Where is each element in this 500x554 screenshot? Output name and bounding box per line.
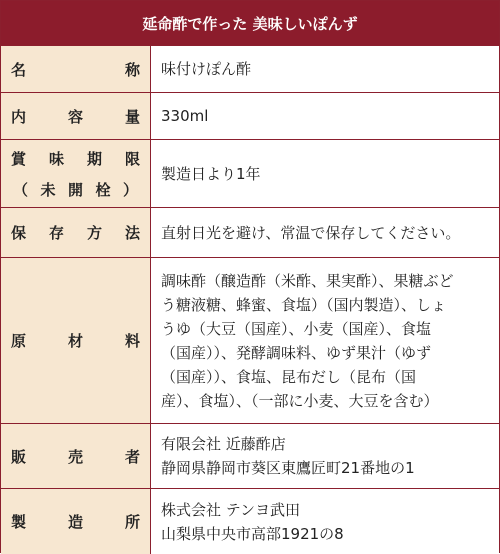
value-storage	[151, 207, 499, 257]
label-name	[1, 45, 151, 92]
label-char: 賞	[11, 149, 27, 168]
value-line: 味付けぽん酢	[161, 60, 252, 78]
label-char: 限	[124, 149, 140, 168]
label-storage	[1, 207, 151, 257]
label-char: 販	[11, 447, 27, 466]
value-seller	[151, 423, 499, 488]
value-line: 静岡県静岡市葵区東鷹匠町21番地の1	[161, 459, 415, 477]
label-char: 期	[86, 149, 102, 168]
label-sub-char: （	[13, 180, 29, 199]
value-line: 株式会社 テンヨ武田	[161, 500, 301, 519]
value-line: 産）、食塩）、（一部に小麦、大豆を含む）	[161, 391, 439, 410]
label-char: 所	[124, 513, 140, 531]
value-line: うゆ（大豆（国産）、小麦（国産）、食塩	[161, 319, 432, 338]
value-volume	[151, 92, 499, 139]
value-line: 有限会社 近藤酢店	[161, 435, 286, 453]
label-char: 料	[124, 332, 140, 350]
label-char: 存	[48, 224, 64, 242]
value-line: （国産））、発酵調味料、ゆず果汁（ゆず	[161, 343, 432, 362]
label-best-before	[1, 139, 151, 207]
value-ingredients	[151, 257, 499, 423]
label-manufacturer	[1, 488, 151, 554]
label-char: 造	[67, 513, 83, 531]
label-char: 味	[48, 149, 64, 168]
label-sub-char: 未	[40, 180, 56, 199]
table-title: 延命酢で作った 美味しいぽんず	[1, 1, 499, 45]
label-ingredients	[1, 257, 151, 423]
value-line: 製造日より1年	[161, 164, 261, 183]
label-seller	[1, 423, 151, 488]
label-sub-char: ）	[122, 180, 138, 199]
value-line: 山梨県中央市高部1921の8	[161, 524, 344, 543]
label-char: 売	[67, 447, 83, 466]
value-line: 調味酢（醸造酢（米酢、果実酢）、果糖ぶど	[161, 271, 454, 290]
value-line: う糖液糖、蜂蜜、食塩）（国内製造）、しょ	[161, 295, 447, 314]
label-char: 保	[11, 224, 27, 242]
label-char: 内	[11, 107, 27, 126]
label-char: 容	[67, 107, 83, 126]
label-char: 量	[124, 107, 140, 126]
value-best-before	[151, 139, 499, 207]
label-char: 方	[86, 224, 102, 242]
label-volume	[1, 92, 151, 139]
label-char: 法	[124, 224, 140, 242]
label-char: 原	[11, 332, 27, 350]
label-sub-char: 栓	[95, 180, 111, 199]
label-char: 製	[11, 513, 27, 531]
label-char: 名	[11, 60, 27, 79]
value-line: 直射日光を避け、常温で保存してください。	[161, 223, 461, 242]
value-name	[151, 45, 499, 92]
label-sub-char: 開	[67, 180, 83, 199]
label-char: 者	[124, 447, 140, 466]
value-manufacturer	[151, 488, 499, 554]
value-line: 330ml	[161, 107, 209, 125]
value-line: （国産））、食塩、昆布だし（昆布（国	[161, 367, 417, 386]
label-char: 材	[67, 332, 83, 350]
label-char: 称	[124, 60, 140, 79]
